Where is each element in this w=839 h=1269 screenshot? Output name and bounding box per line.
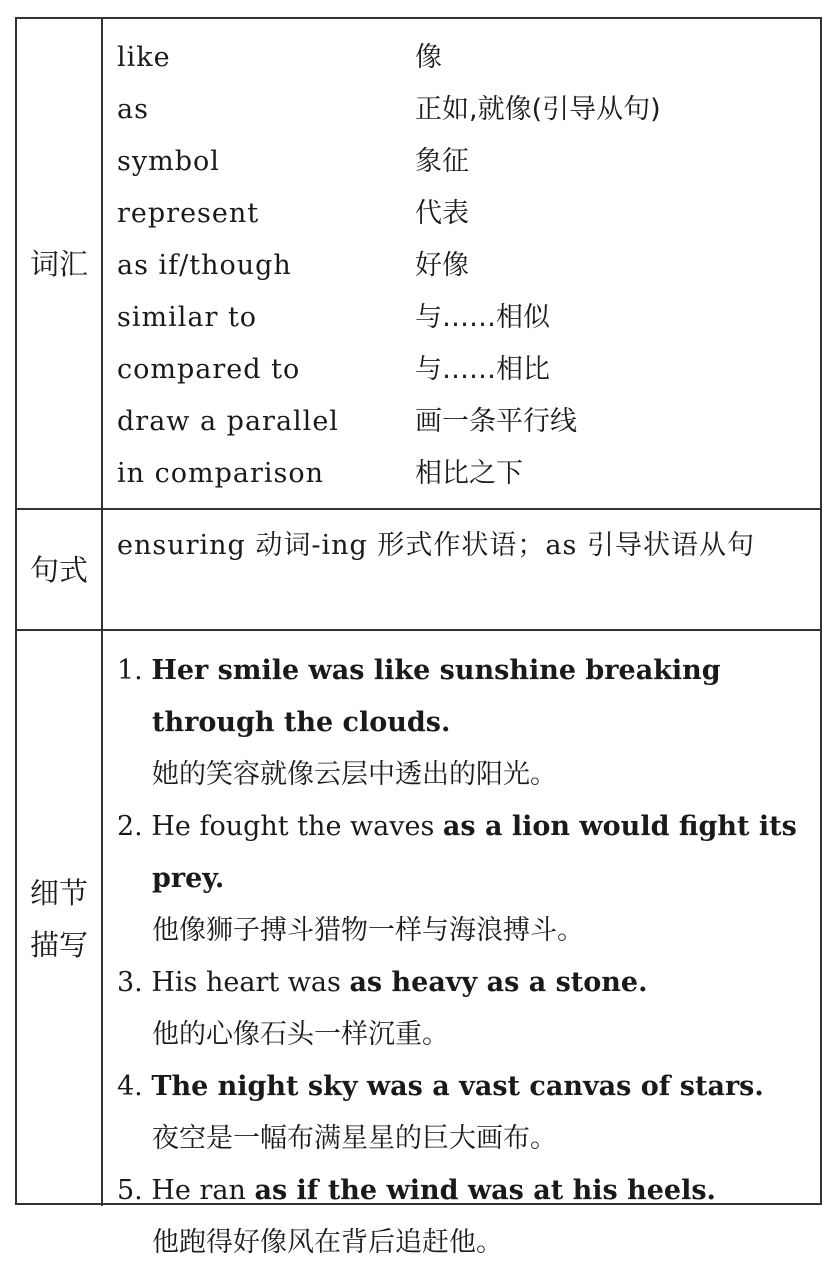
detail-english xyxy=(117,801,817,905)
detail-english xyxy=(117,957,817,1009)
vocab-english: similar to xyxy=(117,302,258,333)
vocab-chinese: 正如,就像(引导从句) xyxy=(415,94,661,125)
vocab-list xyxy=(117,32,817,500)
vocab-chinese: 与……相比 xyxy=(415,354,550,385)
detail-content xyxy=(103,631,820,1258)
detail-chinese: 他像狮子搏斗猎物一样与海浪搏斗。 xyxy=(152,915,584,946)
sentence-content xyxy=(103,510,820,629)
vocab-chinese: 相比之下 xyxy=(415,458,523,489)
detail-item xyxy=(117,1061,817,1165)
detail-number: 3. xyxy=(117,967,143,998)
detail-bold-text: Her smile was like sunshine breaking through the clouds. xyxy=(151,655,721,738)
detail-list xyxy=(117,645,817,1269)
detail-row xyxy=(17,631,820,1258)
detail-bold-text: The night sky was a vast canvas of stars. xyxy=(151,1071,764,1102)
detail-chinese: 他跑得好像风在背后追赶他。 xyxy=(152,1227,503,1258)
detail-bold-text: as heavy as a stone. xyxy=(349,967,648,998)
vocab-item xyxy=(117,136,817,188)
detail-number: 2. xyxy=(117,811,143,842)
detail-plain-text: He ran xyxy=(151,1175,255,1206)
detail-plain-text: He fought the waves xyxy=(151,811,443,842)
vocab-content xyxy=(103,19,820,508)
vocab-chinese: 与……相似 xyxy=(415,302,550,333)
detail-item xyxy=(117,645,817,801)
vocab-item xyxy=(117,396,817,448)
vocab-chinese: 代表 xyxy=(415,198,469,229)
vocab-english: like xyxy=(117,42,171,73)
detail-bold-text: as if the wind was at his heels. xyxy=(254,1175,716,1206)
detail-plain-text: His heart was xyxy=(151,967,350,998)
detail-english xyxy=(117,1165,817,1217)
vocab-english: as if/though xyxy=(117,250,292,281)
vocab-item xyxy=(117,84,817,136)
detail-chinese: 夜空是一幅布满星星的巨大画布。 xyxy=(152,1123,557,1154)
detail-english xyxy=(117,645,817,749)
sentence-row xyxy=(17,510,820,631)
vocab-english: draw a parallel xyxy=(117,406,339,437)
detail-number: 5. xyxy=(117,1175,143,1206)
sentence-label: 句式 xyxy=(17,510,103,629)
vocab-english: represent xyxy=(117,198,260,229)
vocab-chinese: 像 xyxy=(415,42,442,73)
vocab-item xyxy=(117,240,817,292)
vocab-item xyxy=(117,448,817,500)
vocab-item xyxy=(117,32,817,84)
vocab-english: in comparison xyxy=(117,458,325,489)
sentence-text: ensuring 动词-ing 形式作状语；as 引导状语从句 xyxy=(117,530,755,561)
detail-number: 1. xyxy=(117,655,143,686)
vocab-english: compared to xyxy=(117,354,301,385)
detail-item xyxy=(117,1165,817,1269)
vocabulary-table xyxy=(15,17,822,1258)
detail-label: 细节描写 xyxy=(17,631,103,1206)
vocab-item xyxy=(117,344,817,396)
vocab-item xyxy=(117,188,817,240)
vocab-english: as xyxy=(117,94,149,125)
detail-english xyxy=(117,1061,817,1113)
vocab-chinese: 好像 xyxy=(415,250,469,281)
detail-number: 4. xyxy=(117,1071,143,1102)
vocab-chinese: 象征 xyxy=(415,146,469,177)
vocab-item xyxy=(117,292,817,344)
detail-item xyxy=(117,801,817,957)
detail-chinese: 她的笑容就像云层中透出的阳光。 xyxy=(152,759,557,790)
vocab-chinese: 画一条平行线 xyxy=(415,406,577,437)
vocab-label: 词汇 xyxy=(17,19,103,508)
detail-item xyxy=(117,957,817,1061)
vocab-row xyxy=(17,19,820,510)
detail-bold-text: as a lion would fight its prey. xyxy=(152,811,797,894)
detail-chinese: 他的心像石头一样沉重。 xyxy=(152,1019,449,1050)
vocab-english: symbol xyxy=(117,146,220,177)
